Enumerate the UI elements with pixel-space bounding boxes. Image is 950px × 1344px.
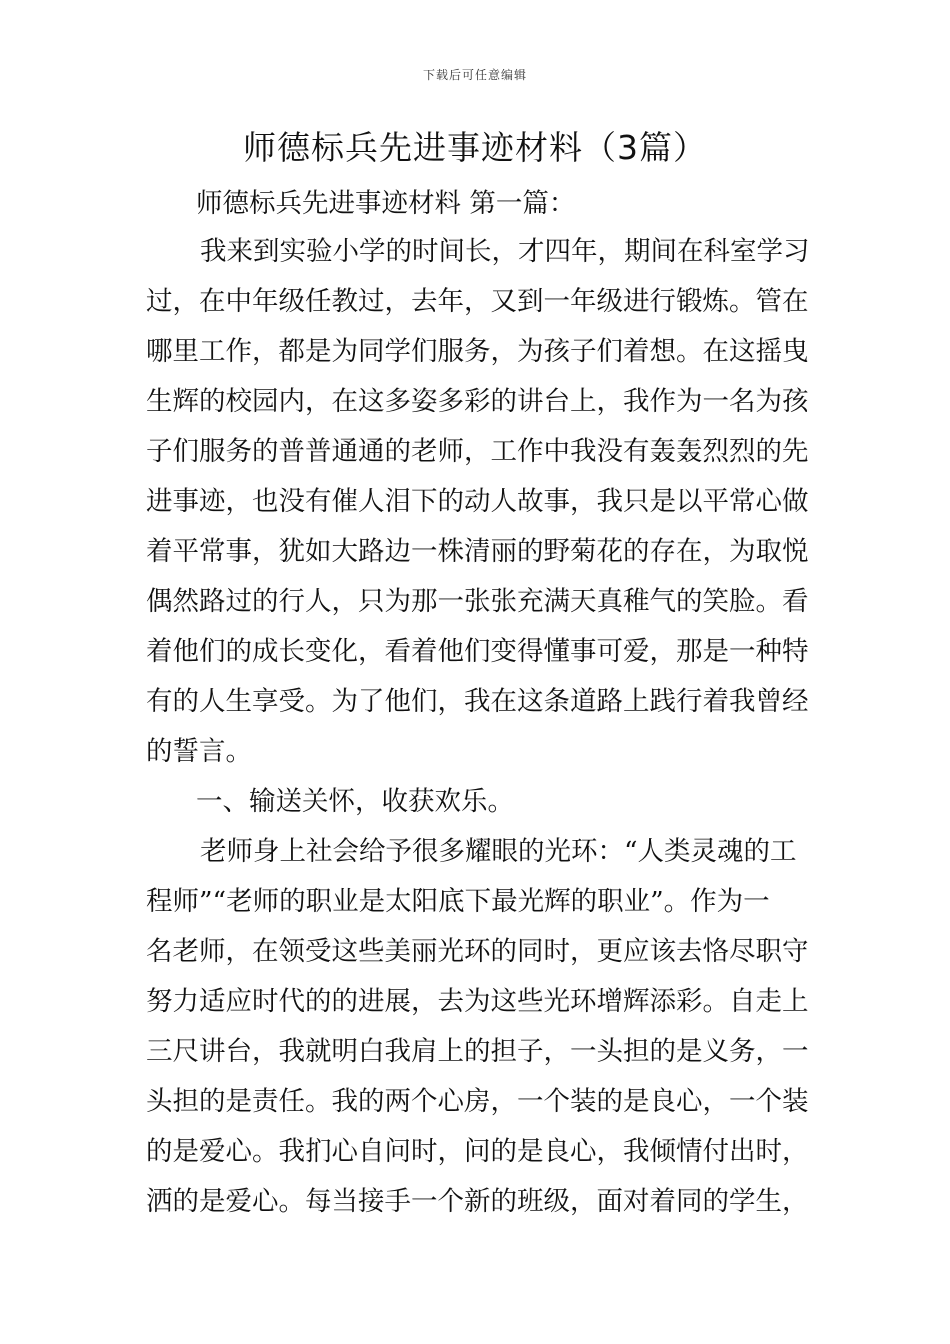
paragraph-line: 偶然路过的行人，只为那一张张充满天真稚气的笑脸。看: [146, 586, 809, 617]
paragraph-line: 的是爱心。我扪心自问时，问的是良心，我倾情付出时，: [146, 1136, 809, 1167]
paragraph-line: 的誓言。: [146, 736, 252, 767]
paragraph-line: 名老师，在领受这些美丽光环的同时，更应该去恪尽职守: [146, 936, 809, 967]
paragraph-line: 我来到实验小学的时间长，才四年，期间在科室学习: [200, 236, 810, 267]
section-heading: 一、输送关怀，收获欢乐。: [196, 786, 514, 817]
paragraph-line: 着平常事，犹如大路边一株清丽的野菊花的存在，为取悦: [146, 536, 809, 567]
paragraph-line: 过，在中年级任教过，去年，又到一年级进行锻炼。管在: [146, 286, 809, 317]
header-note: 下载后可任意编辑: [422, 68, 527, 82]
paragraph-line: 头担的是责任。我的两个心房，一个装的是良心，一个装: [146, 1086, 809, 1117]
paragraph-line: 有的人生享受。为了他们，我在这条道路上践行着我曾经: [146, 686, 809, 717]
paragraph-line: 着他们的成长变化，看着他们变得懂事可爱，那是一种特: [146, 636, 809, 667]
paragraph-line: 进事迹，也没有催人泪下的动人故事，我只是以平常心做: [146, 486, 809, 517]
document-title: 师德标兵先进事迹材料（3篇）: [243, 128, 707, 167]
paragraph-line: 洒的是爱心。每当接手一个新的班级，面对着同的学生，: [146, 1186, 809, 1217]
paragraph-line: 哪里工作，都是为同学们服务，为孩子们着想。在这摇曳: [146, 336, 809, 367]
paragraph-line: 程师”“老师的职业是太阳底下最光辉的职业”。作为一: [146, 886, 770, 917]
paragraph-line: 努力适应时代的的进展，去为这些光环增辉添彩。自走上: [146, 986, 809, 1017]
paragraph-line: 三尺讲台，我就明白我肩上的担子，一头担的是义务，一: [146, 1036, 809, 1067]
paragraph-line: 老师身上社会给予很多耀眼的光环：“人类灵魂的工: [200, 836, 797, 867]
paragraph-line: 子们服务的普普通通的老师，工作中我没有轰轰烈烈的先: [146, 436, 809, 467]
document-subtitle: 师德标兵先进事迹材料 第一篇：: [196, 188, 576, 219]
paragraph-line: 生辉的校园内，在这多姿多彩的讲台上，我作为一名为孩: [146, 386, 809, 417]
